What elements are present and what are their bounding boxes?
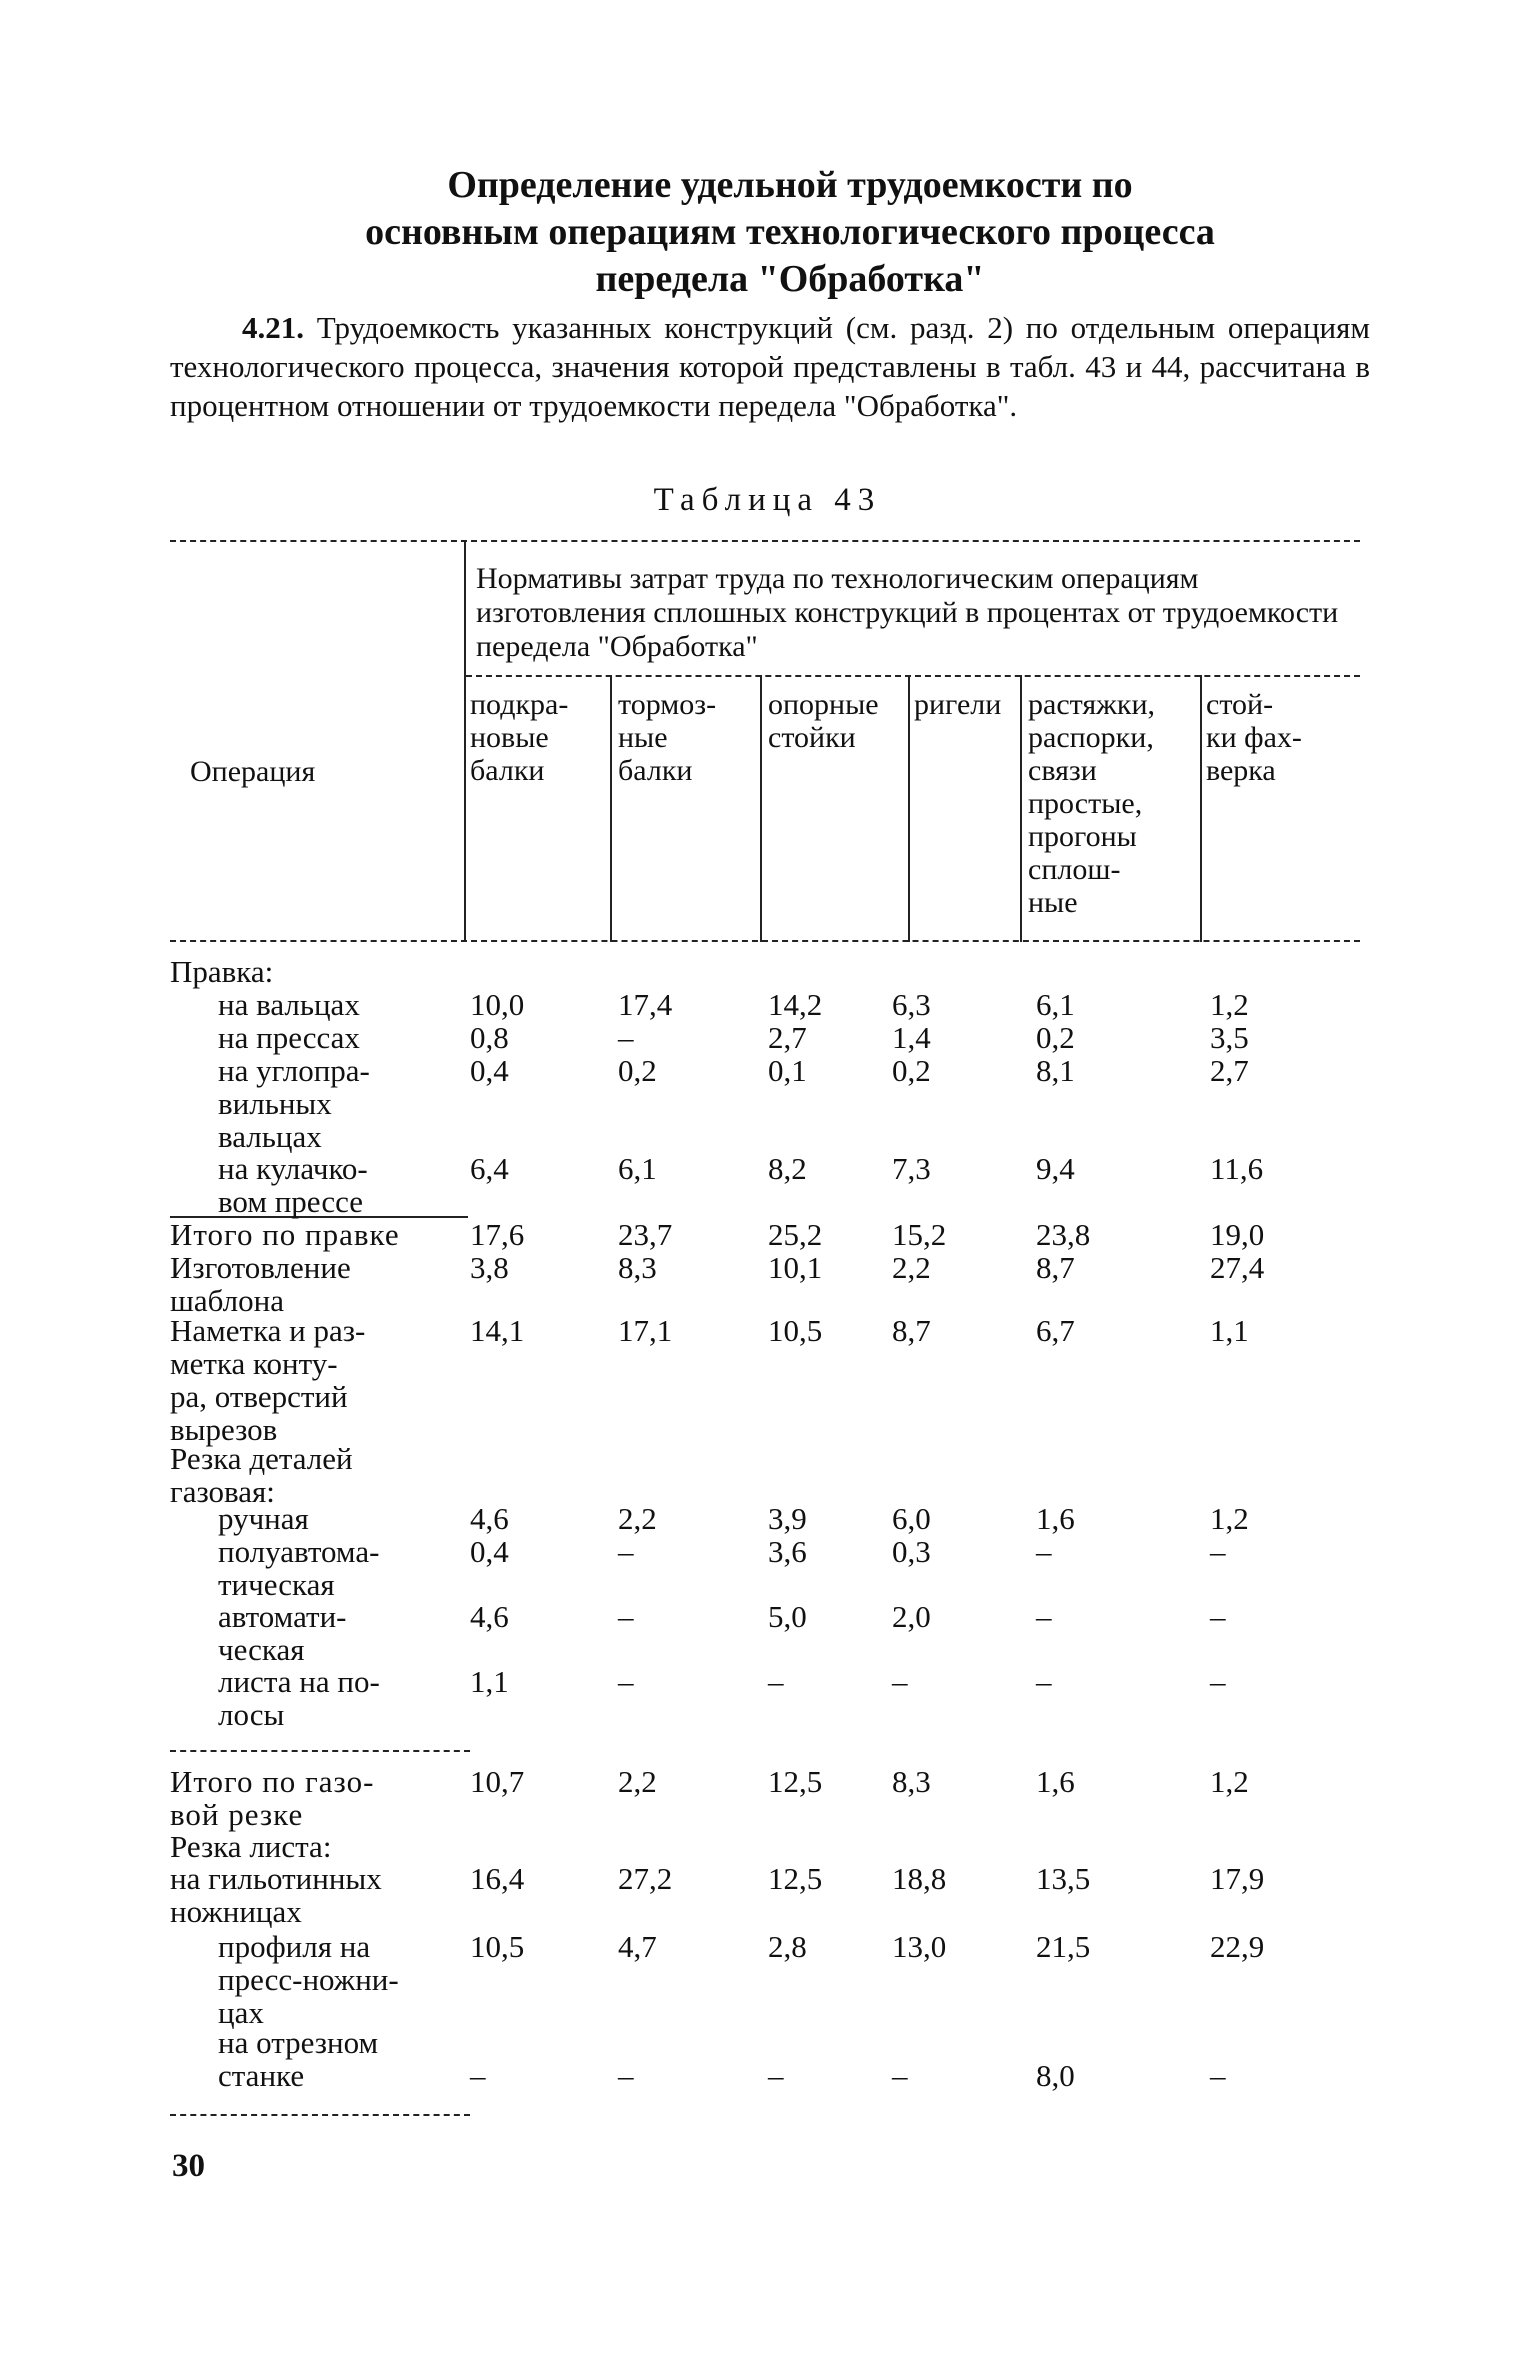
- table-cell: 3,5: [1210, 1020, 1249, 1055]
- table-cell: 23,8: [1036, 1217, 1091, 1252]
- heading-line: Определение удельной трудоемкости по: [447, 164, 1133, 206]
- table-cell: –: [1210, 1534, 1226, 1569]
- table-cell: –: [618, 1534, 634, 1569]
- table-cell: 0,8: [470, 1020, 509, 1055]
- table-cell: 11,6: [1210, 1151, 1264, 1186]
- table-cell: 2,0: [892, 1599, 931, 1634]
- table-cell: 1,2: [1210, 1501, 1249, 1536]
- table-top-rule: [170, 540, 1360, 542]
- table-cell: –: [618, 1020, 634, 1055]
- table-cell: 0,4: [470, 1053, 509, 1088]
- table-cell: 2,2: [618, 1764, 657, 1799]
- col-divider: [464, 540, 466, 942]
- table-cell: 0,3: [892, 1534, 931, 1569]
- table-cell: 22,9: [1210, 1929, 1265, 1964]
- table-cell: 4,7: [618, 1929, 657, 1964]
- column-header: растяжки, распорки, связи простые, прогоны сплош- ные: [1028, 688, 1156, 919]
- row-label: Резка деталей газовая:: [170, 1441, 353, 1509]
- table-cell: 4,6: [470, 1501, 509, 1536]
- table-cell: 27,4: [1210, 1250, 1265, 1285]
- row-label: автомати- ческая: [218, 1599, 347, 1667]
- table-cell: 1,2: [1210, 1764, 1249, 1799]
- table-cell: 1,1: [1210, 1313, 1249, 1348]
- page-number: 30: [172, 2148, 205, 2184]
- table-cell: 7,3: [892, 1151, 931, 1186]
- table-cell: 25,2: [768, 1217, 823, 1252]
- table-bottom-rule: [170, 2114, 470, 2116]
- table-cell: 6,0: [892, 1501, 931, 1536]
- table-cell: 8,7: [892, 1313, 931, 1348]
- table-cell: 9,4: [1036, 1151, 1075, 1186]
- table-cell: 3,8: [470, 1250, 509, 1285]
- table-title: Таблица 43: [653, 482, 882, 518]
- table-cell: –: [1036, 1664, 1052, 1699]
- table-cell: 21,5: [1036, 1929, 1091, 1964]
- table-cell: –: [1210, 1599, 1226, 1634]
- table-cell: 0,4: [470, 1534, 509, 1569]
- table-cell: 17,9: [1210, 1861, 1265, 1896]
- table-cell: 19,0: [1210, 1217, 1265, 1252]
- row-label: на вальцах: [218, 987, 360, 1022]
- col-divider: [1020, 675, 1022, 942]
- table-cell: 8,2: [768, 1151, 807, 1186]
- table-cell: –: [470, 2058, 486, 2093]
- row-label: листа на по- лосы: [218, 1664, 380, 1732]
- table-cell: –: [618, 1599, 634, 1634]
- table-cell: 14,1: [470, 1313, 525, 1348]
- table-cell: 6,7: [1036, 1313, 1075, 1348]
- table-cell: 14,2: [768, 987, 823, 1022]
- table-cell: –: [1036, 1534, 1052, 1569]
- column-header: опорные стойки: [768, 688, 879, 754]
- operation-column-header: Операция: [190, 755, 316, 788]
- group-column-header: Нормативы затрат труда по технологическим операциям изготовления сплошных конструкций в процентах от трудоемкости передела "Обработка": [476, 562, 1339, 663]
- paragraph-number: 4.21.: [242, 310, 304, 345]
- paragraph-text: Трудоемкость указанных конструкций (см. разд. 2) по отдельным операциям технологического процесса, значения которой представлены в табл. 43 и 44, рассчитана в процентном отношении от трудоемкости передела "Обработка".: [170, 310, 1371, 423]
- table-cell: 12,5: [768, 1764, 823, 1799]
- row-label: на кулачко- вом прессе: [218, 1151, 368, 1219]
- table-cell: –: [768, 1664, 784, 1699]
- table-cell: 4,6: [470, 1599, 509, 1634]
- row-label: на углопра- вильных вальцах: [218, 1053, 370, 1154]
- row-label: на прессах: [218, 1020, 360, 1055]
- table-cell: –: [892, 2058, 908, 2093]
- table-cell: –: [1210, 2058, 1226, 2093]
- row-label: Резка листа:: [170, 1829, 332, 1864]
- row-label: на гильотинных ножницах: [170, 1861, 382, 1929]
- table-cell: 6,4: [470, 1151, 509, 1186]
- header-bottom-rule: [170, 940, 1360, 942]
- table-cell: 1,1: [470, 1664, 509, 1699]
- paragraph-4-21: [170, 308, 1370, 425]
- table-cell: 18,8: [892, 1861, 947, 1896]
- table-cell: 2,7: [1210, 1053, 1249, 1088]
- table-cell: 0,1: [768, 1053, 807, 1088]
- gas-cut-subtotal-rule: [170, 1750, 470, 1752]
- table-cell: 5,0: [768, 1599, 807, 1634]
- column-header: стой- ки фах- верка: [1206, 688, 1302, 787]
- table-cell: –: [618, 1664, 634, 1699]
- table-cell: 23,7: [618, 1217, 673, 1252]
- row-label: профиля на пресс-ножни- цах: [218, 1929, 399, 2030]
- col-divider: [908, 675, 910, 942]
- table-cell: 10,1: [768, 1250, 823, 1285]
- table-cell: 1,6: [1036, 1764, 1075, 1799]
- table-cell: –: [1210, 1664, 1226, 1699]
- table-cell: 2,2: [618, 1501, 657, 1536]
- row-label: ручная: [218, 1501, 309, 1536]
- column-header: подкра- новые балки: [470, 688, 569, 787]
- row-label: Итого по газо- вой резке: [170, 1764, 375, 1832]
- table-cell: 27,2: [618, 1861, 673, 1896]
- col-divider: [610, 675, 612, 942]
- heading-line: основным операциям технологического процесса: [365, 211, 1215, 253]
- table-cell: 0,2: [892, 1053, 931, 1088]
- table-cell: 0,2: [618, 1053, 657, 1088]
- table-cell: 8,1: [1036, 1053, 1075, 1088]
- row-label: на отрезном станке: [218, 2025, 379, 2093]
- row-label: Изготовление шаблона: [170, 1250, 351, 1318]
- table-cell: 17,1: [618, 1313, 673, 1348]
- table-cell: 6,1: [618, 1151, 657, 1186]
- table-cell: 8,3: [618, 1250, 657, 1285]
- table-cell: –: [618, 2058, 634, 2093]
- table-cell: 3,6: [768, 1534, 807, 1569]
- col-divider: [1200, 675, 1202, 942]
- row-label: Правка:: [170, 954, 274, 989]
- table-43: [170, 540, 1360, 2120]
- col-divider: [760, 675, 762, 942]
- table-cell: 2,8: [768, 1929, 807, 1964]
- table-cell: 10,5: [470, 1929, 525, 1964]
- section-heading: [220, 162, 1360, 303]
- table-cell: 3,9: [768, 1501, 807, 1536]
- table-cell: 2,7: [768, 1020, 807, 1055]
- table-cell: –: [1036, 1599, 1052, 1634]
- table-cell: 12,5: [768, 1861, 823, 1896]
- table-cell: 17,6: [470, 1217, 525, 1252]
- table-cell: 1,2: [1210, 987, 1249, 1022]
- table-cell: 1,6: [1036, 1501, 1075, 1536]
- table-cell: 2,2: [892, 1250, 931, 1285]
- row-label: полуавтома- тическая: [218, 1534, 380, 1602]
- table-cell: 0,2: [1036, 1020, 1075, 1055]
- table-cell: 16,4: [470, 1861, 525, 1896]
- table-cell: 1,4: [892, 1020, 931, 1055]
- table-cell: 8,0: [1036, 2058, 1075, 2093]
- table-cell: 15,2: [892, 1217, 947, 1252]
- table-cell: 17,4: [618, 987, 673, 1022]
- column-header: тормоз- ные балки: [618, 688, 717, 787]
- heading-line: передела "Обработка": [595, 258, 985, 300]
- row-label: Итого по правке: [170, 1217, 400, 1252]
- table-cell: 10,5: [768, 1313, 823, 1348]
- table-cell: 13,5: [1036, 1861, 1091, 1896]
- table-cell: 13,0: [892, 1929, 947, 1964]
- group-header-rule: [466, 675, 1360, 677]
- row-label: Наметка и раз- метка конту- ра, отверстий вырезов: [170, 1313, 366, 1447]
- table-cell: 8,3: [892, 1764, 931, 1799]
- table-cell: –: [892, 1664, 908, 1699]
- table-cell: 6,3: [892, 987, 931, 1022]
- table-cell: 10,7: [470, 1764, 525, 1799]
- table-cell: –: [768, 2058, 784, 2093]
- table-cell: 8,7: [1036, 1250, 1075, 1285]
- table-cell: 10,0: [470, 987, 525, 1022]
- table-cell: 6,1: [1036, 987, 1075, 1022]
- column-header: ригели: [914, 688, 1002, 721]
